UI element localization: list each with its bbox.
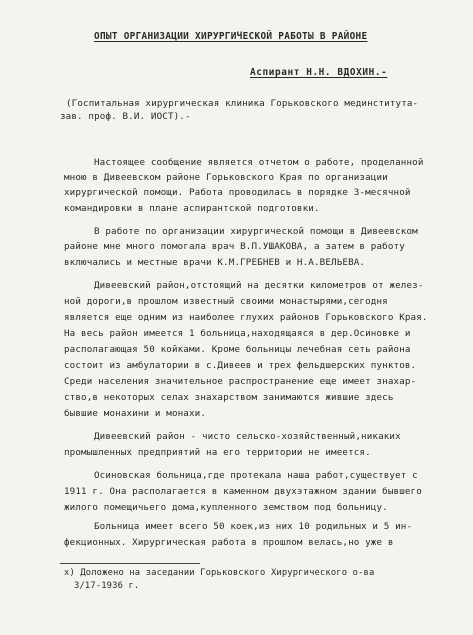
body-line: На весь район имеется 1 больница,находящаяся в дер.Осиновке и [64,328,411,339]
body-line: 1911 г. Она располагается в каменном двухэтажном здании бывшего [64,486,422,497]
body-line: жилого помещичьего дома,купленного земством под больницу. [64,502,388,513]
footnote-line: х) Доложено на заседании Горьковского Хирургического о-ва [64,568,375,578]
body-line: Дивеевский район,отстоящий на десятки километров от желез- [94,280,424,291]
body-line: бывшие монахини и монахи. [64,408,207,419]
body-line: Осиновская больница,где протекала наша работ,существует с [94,470,418,481]
body-line: является еще одним из наиболее глухих районов Горьковского Края. [64,312,428,323]
body-line: Среди населения значительное распространение еще имеет знахар- [64,376,417,387]
body-line: включались и местные врачи К.М.ГРЕБНЕВ и Н.А.ВЕЛЬЕВА. [64,257,366,268]
footnote-line: 3/17-1936 г. [74,581,140,591]
body-line: фекционных. Хирургическая работа в прошлом велась,но уже в [64,537,394,548]
body-line: Больница имеет всего 50 коек,из них 10 родильных и 5 ин- [94,521,413,532]
affiliation-line: зав. проф. В.И. ИОСТ).- [60,111,191,122]
body-line: Дивеевский район - чисто сельско-хозяйственный,никаких [94,431,401,442]
body-line: состоит из амбулатории в с.Дивеев и трех фельдшерских пунктов. [64,360,417,371]
body-line: В работе по организации хирургической помощи в Дивеевском [94,226,418,237]
affiliation-line: (Госпитальная хирургическая клиника Горьковского мединститута- [66,98,419,109]
body-line: хирургической помощи. Работа проводилась в порядке 3-месячной [64,187,411,198]
body-line: Настоящее сообщение является отчетом о работе, проделанной [94,157,424,168]
body-line: районе мне много помогала врач В.П.УШАКОВА, а затем в работу [64,241,405,252]
author-line: Аспирант Н.Н. ВДОХИН.- [250,67,388,78]
body-line: ство,в некоторых селах знахарством занимаются жившие здесь [64,392,394,403]
document-title: ОПЫТ ОРГАНИЗАЦИИ ХИРУРГИЧЕСКОЙ РАБОТЫ В РАЙОНЕ [94,31,368,42]
body-line: ной дороги,в прошлом известный своими монастырями,сегодня [64,296,388,307]
body-line: мною в Дивеевском районе Горьковского Края по организации [64,172,388,183]
footnote-divider [60,563,200,564]
body-line: командировки в плане аспирантской подготовки. [64,203,320,214]
body-line: промышленных предприятий на его территории не имеется. [64,447,371,458]
body-line: располагающая 50 койками. Кроме больницы лечебная сеть района [64,344,411,355]
